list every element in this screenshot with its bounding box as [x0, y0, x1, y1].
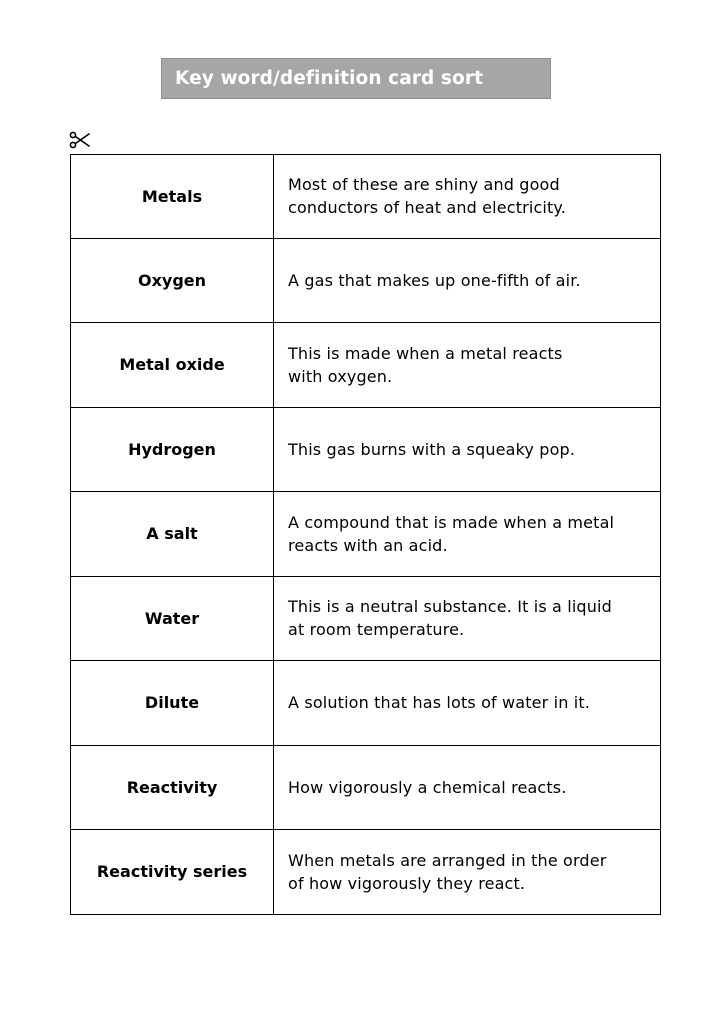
definition-text: A solution that has lots of water in it. [288, 693, 591, 713]
definition-text: This gas burns with a squeaky pop. [288, 439, 576, 459]
term-cell: Dilute [71, 661, 274, 745]
definition-text: A compound that is made when a metal reacts with an acid. [288, 512, 615, 555]
card-row [70, 154, 661, 239]
card-row [70, 746, 661, 831]
term-cell: Reactivity [71, 746, 274, 830]
card-row [70, 830, 661, 915]
term-cell: Water [71, 577, 274, 661]
term-cell: Hydrogen [71, 408, 274, 492]
card-row [70, 577, 661, 662]
definition-cell [274, 239, 660, 323]
term-cell: Metals [71, 155, 274, 238]
definition-text: This is a neutral substance. It is a liquid at room temperature. [288, 597, 612, 640]
page-title: Key word/definition card sort [175, 68, 484, 89]
definition-text: How vigorously a chemical reacts. [288, 777, 567, 797]
definition-cell [274, 577, 660, 661]
definition-cell [274, 661, 660, 745]
card-row [70, 323, 661, 408]
definition-text: Most of these are shiny and good conductors of heat and electricity. [288, 175, 566, 218]
term-cell: A salt [71, 492, 274, 576]
definition-cell [274, 492, 660, 576]
definition-text: A gas that makes up one-fifth of air. [288, 270, 581, 290]
term-cell: Reactivity series [71, 830, 274, 914]
definition-text: This is made when a metal reacts with oxygen. [288, 343, 563, 386]
term-cell: Metal oxide [71, 323, 274, 407]
card-row [70, 661, 661, 746]
card-sort-table [70, 154, 661, 915]
definition-cell [274, 323, 660, 407]
definition-cell [274, 746, 660, 830]
definition-cell [274, 408, 660, 492]
definition-cell [274, 830, 660, 914]
term-cell: Oxygen [71, 239, 274, 323]
scissors-icon [68, 128, 92, 152]
title-banner [161, 58, 551, 99]
card-row [70, 408, 661, 493]
card-row [70, 239, 661, 324]
definition-text: When metals are arranged in the order of how vigorously they react. [288, 850, 607, 893]
definition-cell [274, 155, 660, 238]
card-row [70, 492, 661, 577]
